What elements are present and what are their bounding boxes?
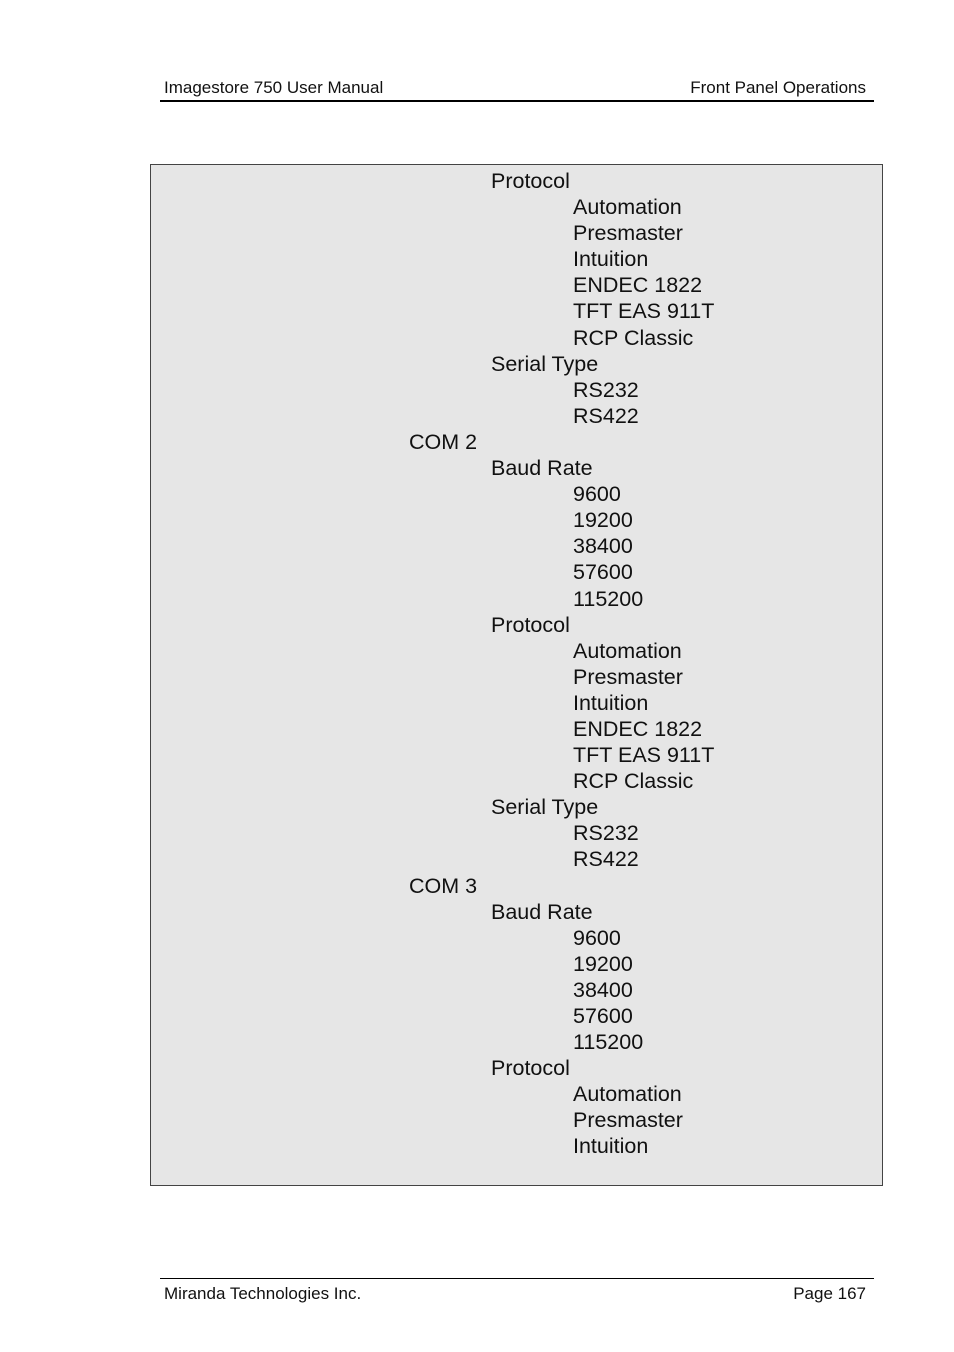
- menu-item: Serial Type: [491, 795, 599, 820]
- menu-item: 9600: [573, 482, 621, 507]
- menu-item: RS422: [573, 847, 639, 872]
- menu-item: RCP Classic: [573, 769, 694, 794]
- menu-item: 57600: [573, 1004, 633, 1028]
- menu-item: Presmaster: [573, 1108, 683, 1133]
- menu-item: 9600: [573, 925, 621, 950]
- menu-item: COM 2: [409, 429, 478, 454]
- menu-item: 115200: [573, 1030, 644, 1055]
- menu-item: 57600: [573, 560, 633, 585]
- menu-item: RS422: [573, 403, 639, 428]
- menu-item: Protocol: [491, 169, 570, 193]
- menu-item: COM 3: [409, 873, 478, 898]
- menu-item: 19200: [573, 951, 633, 976]
- menu-item: Intuition: [573, 690, 649, 715]
- section-title: Front Panel Operations: [690, 78, 866, 97]
- menu-item: Automation: [573, 1082, 682, 1107]
- menu-item: Protocol: [491, 1056, 570, 1081]
- menu-item: 115200: [573, 586, 644, 611]
- menu-item: Baud Rate: [491, 456, 593, 481]
- page-number: Page 167: [793, 1284, 866, 1303]
- menu-item: Automation: [573, 195, 682, 220]
- page-footer: [160, 1278, 874, 1307]
- menu-item: TFT EAS 911T: [573, 299, 715, 324]
- manual-title: Imagestore 750 User Manual: [164, 78, 384, 97]
- menu-item: Intuition: [573, 1134, 649, 1159]
- menu-item: Serial Type: [491, 351, 599, 376]
- menu-tree-box: [150, 164, 883, 1186]
- menu-item: RCP Classic: [573, 325, 694, 350]
- company-name: Miranda Technologies Inc.: [164, 1284, 362, 1303]
- menu-item: Automation: [573, 638, 682, 663]
- menu-item: Intuition: [573, 247, 649, 272]
- menu-item: TFT EAS 911T: [573, 743, 715, 768]
- menu-item: Presmaster: [573, 664, 683, 689]
- menu-item: Baud Rate: [491, 899, 593, 924]
- menu-tree: [151, 168, 714, 1160]
- menu-item: ENDEC 1822: [573, 716, 703, 741]
- menu-item: RS232: [573, 377, 639, 402]
- menu-item: 19200: [573, 508, 633, 533]
- menu-item: 38400: [573, 977, 633, 1002]
- menu-item: RS232: [573, 821, 639, 846]
- menu-item: ENDEC 1822: [573, 273, 703, 298]
- menu-item: Protocol: [491, 612, 570, 637]
- page-header: [160, 76, 874, 102]
- menu-item: Presmaster: [573, 221, 683, 246]
- menu-item: 38400: [573, 534, 633, 559]
